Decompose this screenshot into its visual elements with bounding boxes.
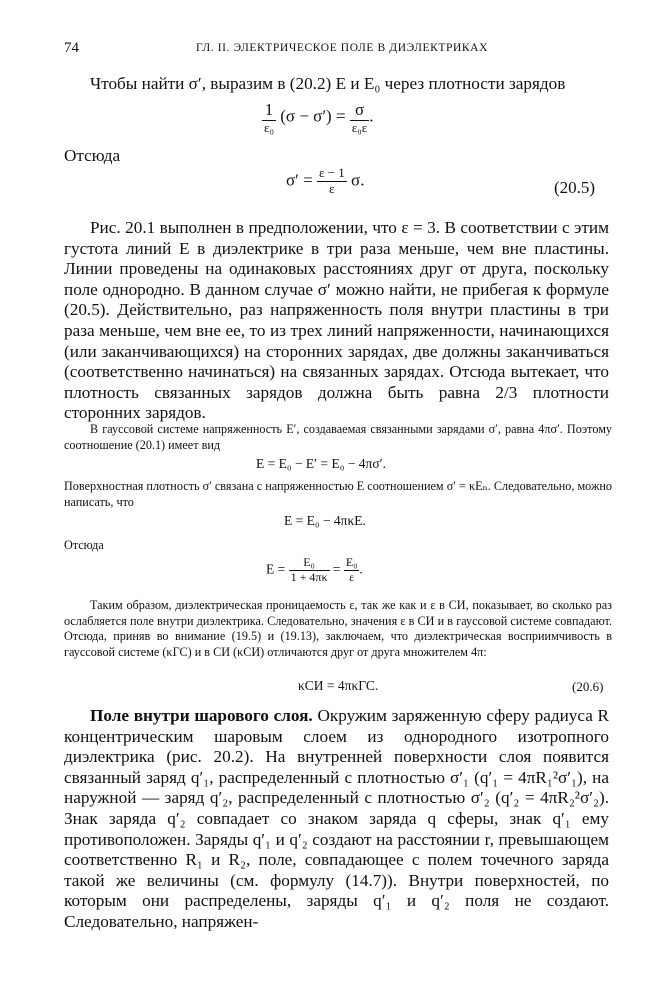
gauss-paragraph-2: Поверхностная плотность σ′ связана с напряженностью E соотношением σ′ = κEₙ. Следовательно, можно написать, что [64,479,612,509]
page-number: 74 [64,40,79,56]
section-text: Окружим заряженную сферу радиуса R концентрическим шаровым слоем из однородного изотропного диэлектрика (рис. 20.2). На внутренней поверхности слоя появится связанный заряд q′₁, распределенный с плотностью σ′₁ (q′₁ = 4πR₁²σ′₁), на наружной — заряд q′₂, распределенный с плотностью σ′₂ (q′₂ = 4πR₂²σ′₂). Знак заряда q′₂ совпадает со знаком заряда q сферы, знак q′₁ ему противоположен. Заряды q′₁ и q′₂ создают на расстоянии r, превышающем соответственно R₁ и R₂, поле, совпадающее с полем точечного заряда такой же величины (см. формулу (14.7)). Внутри поверхностей, по которым они распределены, заряды q′₁ и q′₂ поля не создают. Следовательно, напряжен- [64,706,609,931]
intro-paragraph [64,74,609,95]
fraction-one-over-eps0: $\frac{1}{\text{ε₀}}$ [264,100,274,135]
fraction-sigma-over-eps0eps: $\frac{\sigma}{\text{ε₀ε}}$ [351,100,368,135]
gauss-hence-label: Отсюда [64,538,104,552]
section-paragraph [64,706,609,933]
running-head: ГЛ. II. ЭЛЕКТРИЧЕСКОЕ ПОЛЕ В ДИЭЛЕКТРИКАХ [196,42,488,54]
intro-text: Чтобы найти σ′, выразим в (20.2) E и E₀ через плотности зарядов [90,74,566,93]
gauss-equation-3: E = $\frac{\text{E₀}}{1 + 4\pi\kappa}$ = $\frac{\text{E₀}}{\varepsilon}$ . [266,555,363,584]
gauss-equation-2: E = E₀ − 4πκE. [284,513,366,528]
equation-20-6: κСИ = 4πκГС. [298,678,379,693]
fraction-e0-over-eps: $\frac{\text{E₀}}{\varepsilon}$ [345,555,358,584]
section-title: Поле внутри шарового слоя. [90,706,313,725]
gauss-paragraph-1: В гауссовой системе напряженность E′, создаваемая связанными зарядами σ′, равна 4πσ′. Поэтому соотношение (20.1) имеет вид [64,422,612,452]
equation-number-20-6: (20.6) [572,679,604,694]
hence-label-1: Отсюда [64,146,121,165]
fraction-eps-minus-one-over-eps: $\frac{\varepsilon - 1}{\varepsilon}$ [318,165,345,196]
gauss-equation-1: E = E₀ − E′ = E₀ − 4πσ′. [256,456,386,471]
equation-number-20-5: (20.5) [554,178,596,197]
gauss-paragraph-3: Таким образом, диэлектрическая проницаемость ε, так же как и ε в СИ, показывает, во сколько раз ослабляется поле внутри диэлектрика. Следовательно, значения ε в СИ и в гауссовой системе совпадают. Отсюда, приняв во внимание (19.5) и (19.13), заключаем, что диэлектрическая восприимчивость в гауссовой системе (κГС) и в СИ (κСИ) отличаются друг от друга множителем 4π: [64,598,612,659]
fraction-e0-over-1-plus-4pikappa: $\frac{\text{E₀}}{1 + 4\pi\kappa}$ [290,555,328,584]
page-header [64,40,621,60]
equation-sigma-relation: $\frac{1}{\text{ε₀}}$ (σ − σ′) = $\frac{\sigma}{\text{ε₀ε}}$ . [264,100,374,135]
main-paragraph-text: Рис. 20.1 выполнен в предположении, что ε = 3. В соответствии с этим густота линий E в диэлектрике в три раза меньше, чем вне пластины. Линии проведены на одинаковых расстояниях друг от друга, поскольку поле однородно. В данном случае σ′ можно найти, не прибегая к формуле (20.5). Действительно, раз напряженность поля внутри пластины в три раза меньше, чем вне ее, то из трех линий напряженности, начинающихся (или заканчивающихся) на сторонних зарядах, две должны заканчиваться (соответственно начинаться) на связанных зарядах. Отсюда вытекает, что плотность связанных зарядов должна быть равна 2/3 плотности сторонних зарядов. [64,218,609,423]
equation-20-5: σ′ = $\frac{\varepsilon - 1}{\varepsilon}$ σ. [286,165,365,196]
main-paragraph [64,218,609,424]
